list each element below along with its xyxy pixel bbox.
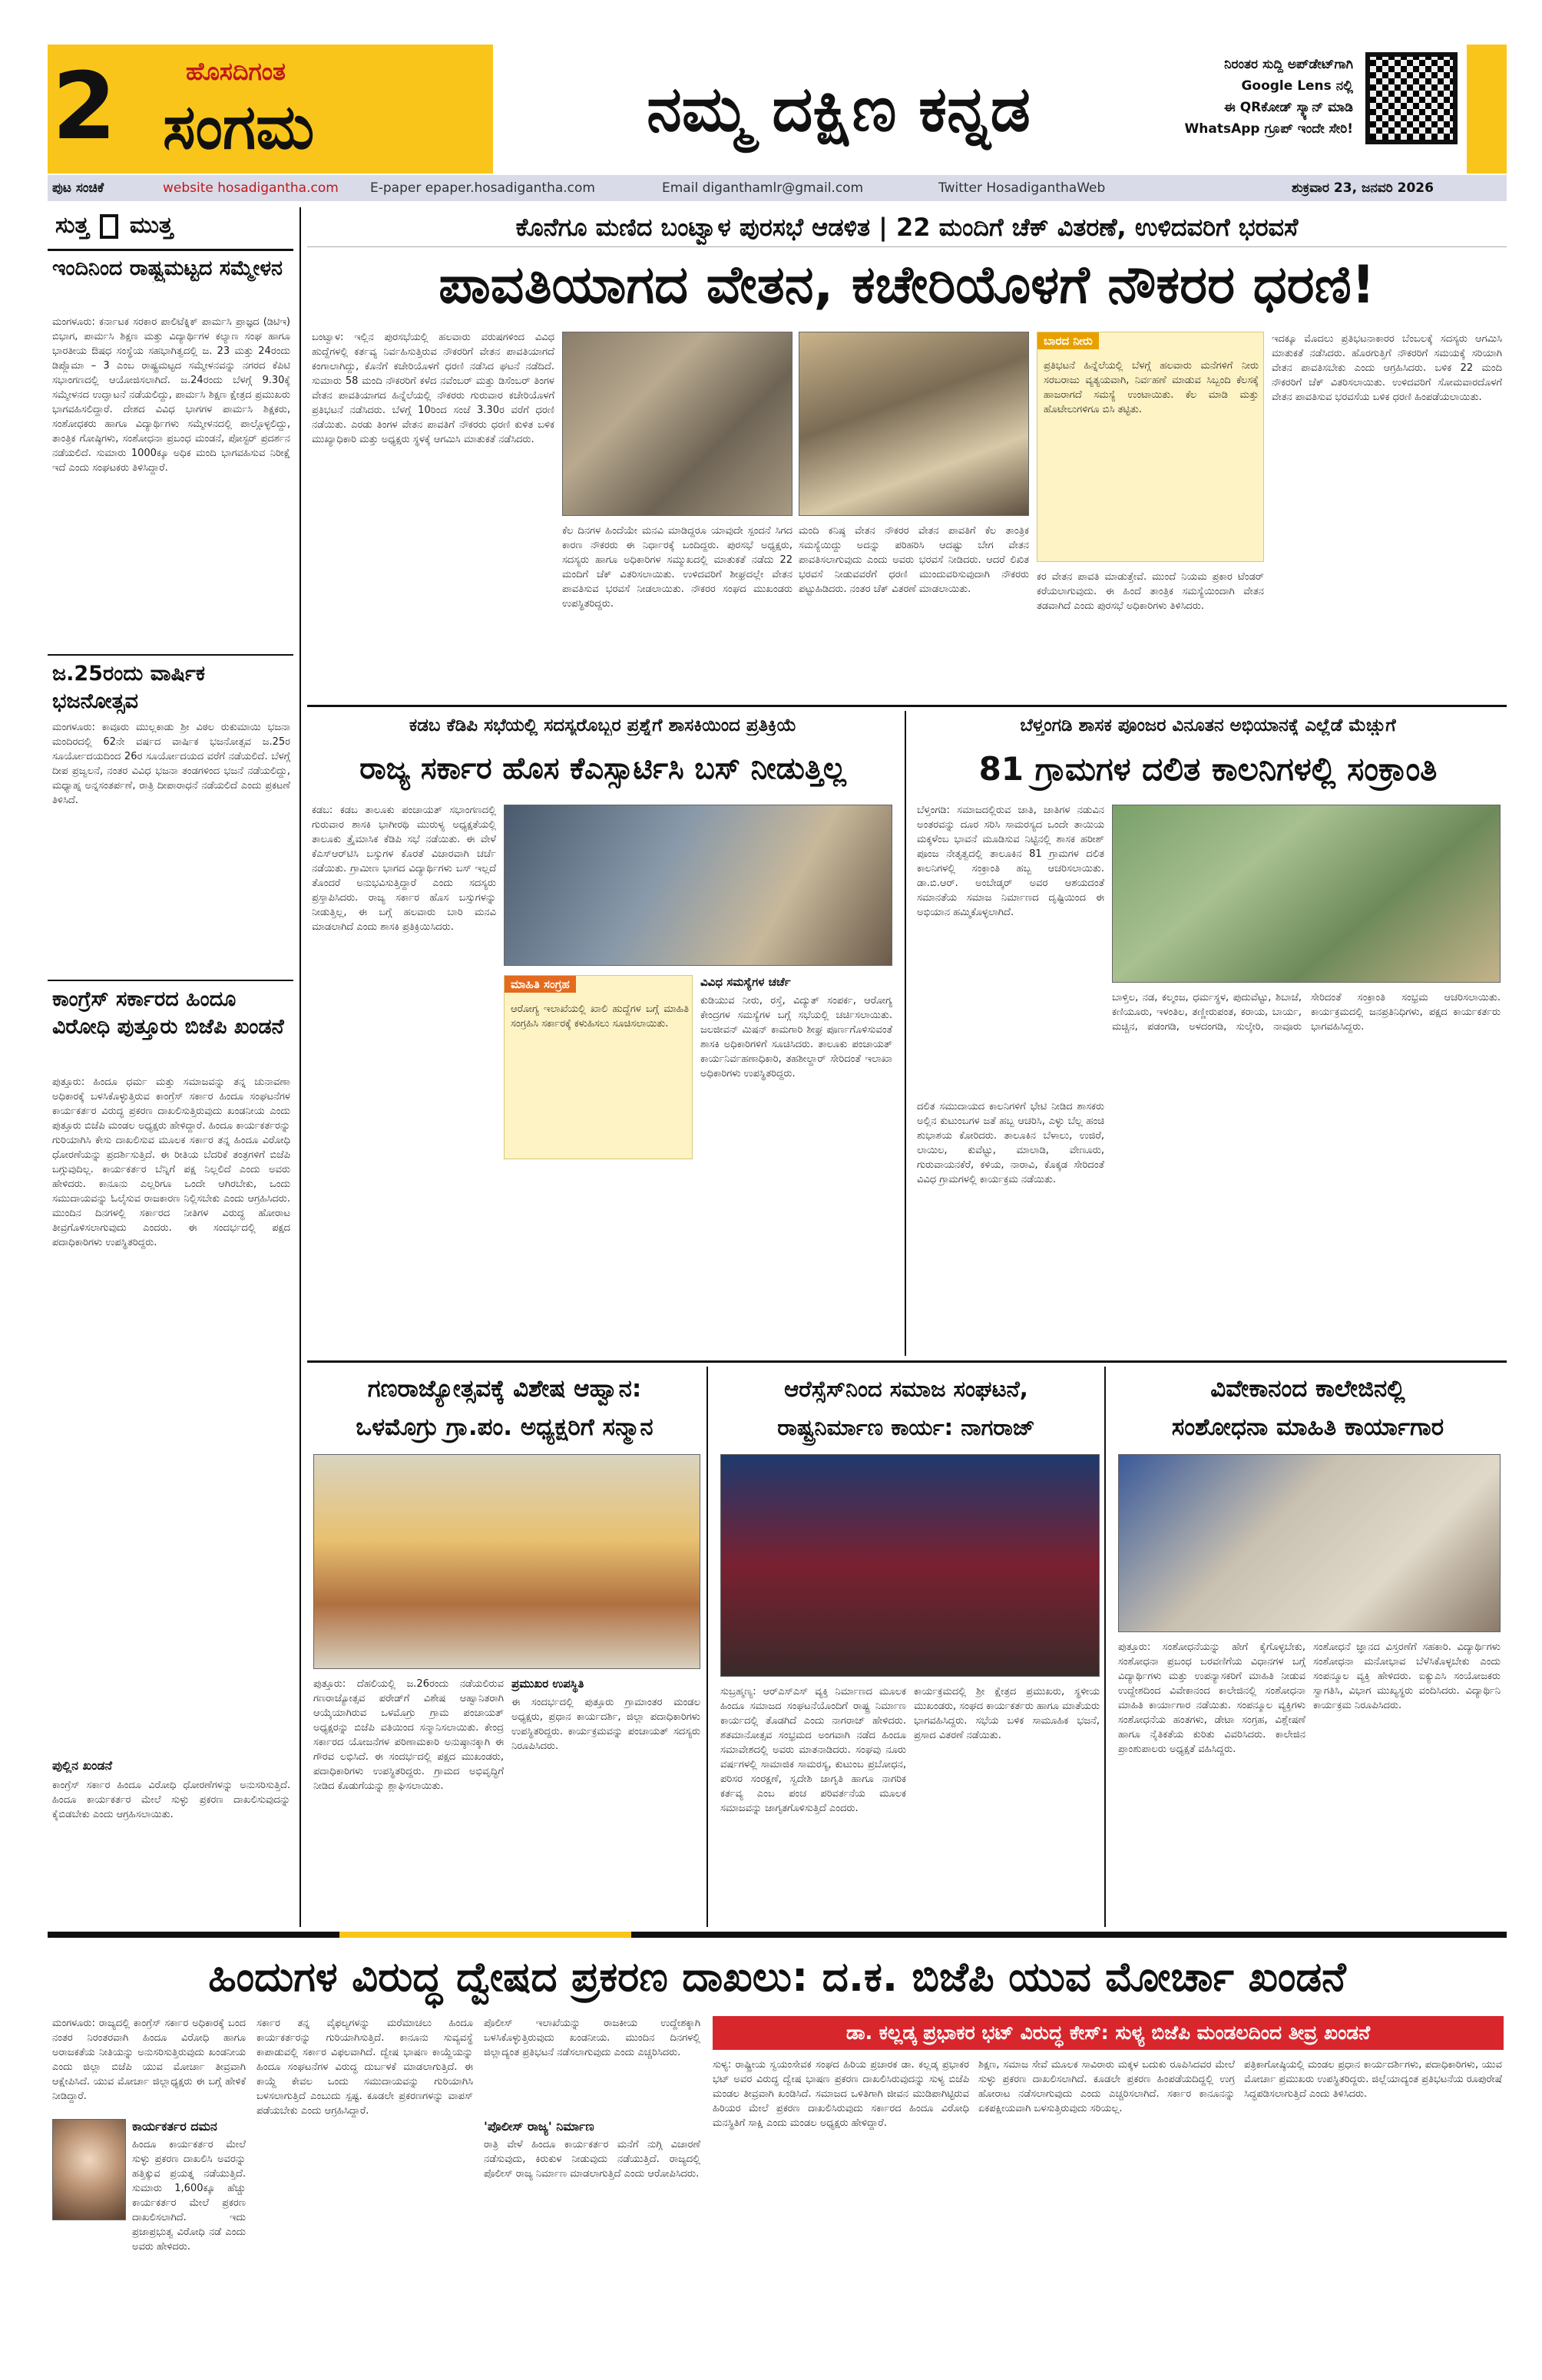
story-headline: ಜ.25ರಂದು ವಾರ್ಷಿಕ ಭಜನೋತ್ಸವ [52,662,206,713]
section-title: ನಮ್ಮ ದಕ್ಷಿಣ ಕನ್ನಡ [647,73,1031,146]
bus-subhead: ವಿವಿಧ ಸಮಸ್ಯೆಗಳ ಚರ್ಚೆ [700,975,791,989]
epaper-link[interactable]: E-paper epaper.hosadigantha.com [370,180,595,196]
villages-body: ಬೆಳ್ತಂಗಡಿ: ಸಮಾಜದಲ್ಲಿರುವ ಜಾತಿ, ಜಾತಿಗಳ ನಡುವಿನ ಅಂತರವನ್ನು ದೂರ ಸರಿಸಿ ಸಾಮರಸ್ಯದ ಒಂದೇ ತಾಯಿಯ ಮಕ್ಕಳೆಂಬ ಭಾವನೆ ಮೂಡಿಸುವ ನಿಟ್ಟಿನಲ್ಲಿ ಶಾಸಕ ಹರೀಶ್ ಪೂಂಜ ನೇತೃತ್ವದಲ್ಲಿ ತಾಲೂಕಿನ 81 ಗ್ರಾಮಗಳ ದಲಿತ ಕಾಲನಿಗಳಲ್ಲಿ ಸಂಕ್ರಾಂತಿ ಹಬ್ಬ ಆಚರಿಸಲಾಯಿತು. ಡಾ.ಬಿ.ಆರ್. ಅಂಬೇಡ್ಕರ್ ಅವರ ಆಶಯದಂತೆ ಸಮಾನತೆಯ ಸಮಾಜ ನಿರ್ಮಾಣದ ದೃಷ್ಟಿಯಿಂದ ಈ ಅಭಿಯಾನ ಹಮ್ಮಿಕೊಳ್ಳಲಾಗಿದೆ. [917,805,1104,918]
divider [48,980,293,981]
honour-headline: ಗಣರಾಜ್ಯೋತ್ಸವಕ್ಕೆ ವಿಶೇಷ ಆಹ್ವಾನ: ಒಳಮೊಗ್ರು ಗ್ರಾ.ಪಂ. ಅಧ್ಯಕ್ಷರಿಗೆ ಸನ್ಮಾನ [356,1375,654,1441]
rss-headline: ಆರೆಸ್ಸೆಸ್‌ನಿಂದ ಸಮಾಜ ಸಂಘಟನೆ, ರಾಷ್ಟ್ರನಿರ್ಮಾಣ ಕಾರ್ಯ: ನಾಗರಾಜ್ [777,1376,1035,1440]
story-subhead: ಪುಲ್ಲಿನ ಖಂಡನೆ [52,1758,113,1773]
door-icon [100,214,118,239]
divider [307,1360,1507,1363]
sidebar-column [48,207,301,1927]
qr-code-icon[interactable] [1365,52,1458,144]
bottom-story [48,1942,1507,2342]
bus-headline: ರಾಜ್ಯ ಸರ್ಕಾರ ಹೊಸ ಕೆಎಸ್ಸಾರ್ಟಿಸಿ ಬಸ್ ನೀಡುತ್ತಿಲ್ಲ [359,752,846,786]
section-band [48,1932,1507,1938]
bottom-body: ಮಂಗಳೂರು: ರಾಜ್ಯದಲ್ಲಿ ಕಾಂಗ್ರೆಸ್ ಸರ್ಕಾರ ಅಧಿಕಾರಕ್ಕೆ ಬಂದ ನಂತರ ನಿರಂತರವಾಗಿ ಹಿಂದೂ ವಿರೋಧಿ ಹಾಗೂ ಅರಾಜಕತೆಯ ನೀತಿಯನ್ನು ಅನುಸರಿಸುತ್ತಿರುವುದು ಖಂಡನೀಯ ಎಂದು ಜಿಲ್ಲಾ ಬಿಜೆಪಿ ಯುವ ಮೋರ್ಚಾ ತೀವ್ರವಾಗಿ ಆಕ್ಷೇಪಿಸಿದೆ. ಯುವ ಮೋರ್ಚಾ ಜಿಲ್ಲಾಧ್ಯಕ್ಷರು ಈ ಬಗ್ಗೆ ಹೇಳಿಕೆ ನೀಡಿದ್ದಾರೆ. [52,2018,246,2102]
red-banner: ಡಾ. ಕಲ್ಲಡ್ಕ ಪ್ರಭಾಕರ ಭಟ್ ವಿರುದ್ಧ ಕೇಸ್: ಸುಳ್ಯ ಬಿಜೆಪಿ ಮಂಡಲದಿಂದ ತೀವ್ರ ಖಂಡನೆ [713,2016,1504,2050]
bus-kicker: ಕಡಬ ಕೆಡಿಪಿ ಸಭೆಯಲ್ಲಿ ಸದಸ್ಯರೊಬ್ಬರ ಪ್ರಶ್ನೆಗೆ ಶಾಸಕಿಯಿಂದ ಪ್ರತಿಕ್ರಿಯೆ [409,716,797,735]
bottom-body: ಪತ್ರಿಕಾಗೋಷ್ಠಿಯಲ್ಲಿ ಮಂಡಲ ಪ್ರಧಾನ ಕಾರ್ಯದರ್ಶಿಗಳು, ಪದಾಧಿಕಾರಿಗಳು, ಯುವ ಮೋರ್ಚಾ ಪ್ರಮುಖರು ಉಪಸ್ಥಿತರಿದ್ದರು. ಜಿಲ್ಲೆಯಾದ್ಯಂತ ಪ್ರತಿಭಟನೆಯ ರೂಪುರೇಷೆ ಸಿದ್ಧಪಡಿಸಲಾಗುತ್ತಿದೆ ಎಂದು ತಿಳಿಸಿದರು. [1244,2059,1502,2100]
story-headline: ಇಂದಿನಿಂದ ರಾಷ್ಟ್ರಮಟ್ಟದ ಸಮ್ಮೇಳನ [52,256,283,280]
rss-story [714,1367,1106,1927]
story-body: ಮಂಗಳೂರು: ಕಾವೂರು ಮುಲ್ಲಕಾಡು ಶ್ರೀ ವಿಠಲ ರುಕುಮಾಯಿ ಭಜನಾ ಮಂದಿರದಲ್ಲಿ 62ನೇ ವರ್ಷದ ವಾರ್ಷಿಕ ಭಜನೋತ್ಸವ ಜ.25ರ ಸೂರ್ಯೋದಯದಿಂದ 26ರ ಸೂರ್ಯೋದಯದ ವರೆಗೆ ನಡೆಯಲಿದೆ. ಬೆಳಗ್ಗೆ ದೀಪ ಪ್ರಜ್ವಲನೆ, ನಂತರ ವಿವಿಧ ಭಜನಾ ತಂಡಗಳಿಂದ ಭಜನೆ ನಡೆಯಲಿದ್ದು, ಮಧ್ಯಾಹ್ನ ಅನ್ನಸಂತರ್ಪಣೆ, ರಾತ್ರಿ ದೀಪಾರಾಧನೆ ನಡೆಯಲಿದೆ ಎಂದು ಪ್ರಕಟಣೆ ತಿಳಿಸಿದೆ. [52,722,290,806]
bus-meeting-photo [504,805,892,966]
twitter-link[interactable]: Twitter HosadiganthaWeb [938,180,1106,196]
lead-headline: ಪಾವತಿಯಾಗದ ವೇತನ, ಕಚೇರಿಯೊಳಗೆ ನೌಕರರ ಧರಣಿ! [438,255,1375,316]
bottom-body: ಶಿಕ್ಷಣ, ಸಮಾಜ ಸೇವೆ ಮೂಲಕ ಸಾವಿರಾರು ಮಕ್ಕಳ ಬದುಕು ರೂಪಿಸಿದವರ ಮೇಲೆ ಸುಳ್ಳು ಪ್ರಕರಣ ದಾಖಲಿಸಲಾಗಿದೆ. ಕೂಡಲೇ ಪ್ರಕರಣ ಹಿಂಪಡೆಯದಿದ್ದಲ್ಲಿ ಉಗ್ರ ಹೋರಾಟ ನಡೆಸಲಾಗುವುದು ಎಂದು ಎಚ್ಚರಿಸಲಾಗಿದೆ. ಸರ್ಕಾರ ಕಾನೂನನ್ನು ಏಕಪಕ್ಷೀಯವಾಗಿ ಬಳಸುತ್ತಿರುವುದು ಸರಿಯಲ್ಲ. [978,2059,1235,2114]
villages-photo [1112,805,1501,983]
masthead-accent-bar [1467,45,1507,174]
bus-body: ಕಡಬ: ಕಡಬ ತಾಲೂಕು ಪಂಚಾಯತ್ ಸಭಾಂಗಣದಲ್ಲಿ ಗುರುವಾರ ಶಾಸಕಿ ಭಾಗೀರಥಿ ಮುರುಳ್ಯ ಅಧ್ಯಕ್ಷತೆಯಲ್ಲಿ ತಾಲೂಕು ತ್ರೈಮಾಸಿಕ ಕೆಡಿಪಿ ಸಭೆ ನಡೆಯಿತು. ಈ ವೇಳೆ ಕೆಎಸ್ಆರ್‌ಟಿಸಿ ಬಸ್ಸುಗಳ ಕೊರತೆ ವಿಚಾರವಾಗಿ ಚರ್ಚೆ ನಡೆಯಿತು. ಗ್ರಾಮೀಣ ಭಾಗದ ವಿದ್ಯಾರ್ಥಿಗಳು ಬಸ್ ಇಲ್ಲದೆ ತೊಂದರೆ ಅನುಭವಿಸುತ್ತಿದ್ದಾರೆ ಎಂದು ಸದಸ್ಯರು ಪ್ರಸ್ತಾಪಿಸಿದರು. ರಾಜ್ಯ ಸರ್ಕಾರ ಹೊಸ ಬಸ್ಸುಗಳನ್ನು ನೀಡುತ್ತಿಲ್ಲ, ಈ ಬಗ್ಗೆ ಹಲವಾರು ಬಾರಿ ಮನವಿ ಮಾಡಲಾಗಿದೆ ಎಂದು ಶಾಸಕಿ ಪ್ರತಿಕ್ರಿಯಿಸಿದರು. [312,805,496,933]
divider [48,654,293,656]
bottom-body: ಹಿಂದೂ ಕಾರ್ಯಕರ್ತರ ಮೇಲೆ ಸುಳ್ಳು ಪ್ರಕರಣ ದಾಖಲಿಸಿ ಅವರನ್ನು ಹತ್ತಿಕ್ಕುವ ಪ್ರಯತ್ನ ನಡೆಯುತ್ತಿದೆ. ಸುಮಾರು 1,600ಕ್ಕೂ ಹೆಚ್ಚು ಕಾರ್ಯಕರ್ತರ ಮೇಲೆ ಪ್ರಕರಣ ದಾಖಲಿಸಲಾಗಿದೆ. ಇದು ಪ್ರಜಾಪ್ರಭುತ್ವ ವಿರೋಧಿ ನಡೆ ಎಂದು ಅವರು ಹೇಳಿದರು. [132,2139,246,2253]
lead-photo-protest [799,332,1029,516]
bottom-headline: ಹಿಂದುಗಳ ವಿರುದ್ಧ ದ್ವೇಷದ ಪ್ರಕರಣ ದಾಖಲು: ದ.ಕ. ಬಿಜೆಪಿ ಯುವ ಮೋರ್ಚಾ ಖಂಡನೆ [208,1954,1346,2001]
villages-body: ದಲಿತ ಸಮುದಾಯದ ಕಾಲನಿಗಳಿಗೆ ಭೇಟಿ ನೀಡಿದ ಶಾಸಕರು ಅಲ್ಲಿನ ಕುಟುಂಬಗಳ ಜತೆ ಹಬ್ಬ ಆಚರಿಸಿ, ಎಳ್ಳು ಬೆಲ್ಲ ಹಂಚಿ ಶುಭಾಶಯ ಕೋರಿದರು. ತಾಲೂಕಿನ ಬೆಳಾಲು, ಉಜಿರೆ, ಲಾಯಿಲ, ಕುವೆಟ್ಟು, ಮಾಲಾಡಿ, ವೇಣೂರು, ಗುರುವಾಯನಕೆರೆ, ಕಳಿಯ, ನಾರಾವಿ, ಕೊಕ್ಕಡ ಸೇರಿದಂತೆ ವಿವಿಧ ಗ್ರಾಮಗಳಲ್ಲಿ ಕಾರ್ಯಕ್ರಮ ನಡೆಯಿತು. [917,1101,1104,1185]
masthead [48,45,1507,174]
lead-body: ಇದಕ್ಕೂ ಮೊದಲು ಪ್ರತಿಭಟನಾಕಾರರ ಬೆಂಬಲಕ್ಕೆ ಸದಸ್ಯರು ಆಗಮಿಸಿ ಮಾತುಕತೆ ನಡೆಸಿದರು. ಹೊರಗುತ್ತಿಗೆ ನೌಕರರಿಗೆ ಸಮಯಕ್ಕೆ ಸರಿಯಾಗಿ ವೇತನ ಪಾವತಿಸಬೇಕು ಎಂದು ಆಗ್ರಹಿಸಿದರು. ಬಳಿಕ 22 ಮಂದಿ ನೌಕರರಿಗೆ ಚೆಕ್ ವಿತರಿಸಲಾಯಿತು. ಉಳಿದವರಿಗೆ ಸೋಮವಾರದೊಳಗೆ ವೇತನ ಪಾವತಿಸುವ ಭರವಸೆಯ ಬಳಿಕ ಧರಣಿ ಹಿಂಪಡೆಯಲಾಯಿತು. [1272,333,1502,403]
college-body: ಸಂಶೋಧನೆ ಜ್ಞಾನದ ವಿಸ್ತರಣೆಗೆ ಸಹಕಾರಿ. ವಿದ್ಯಾರ್ಥಿಗಳು ಸಂಶೋಧನಾ ಮನೋಭಾವ ಬೆಳೆಸಿಕೊಳ್ಳಬೇಕು ಎಂದು ಸಂಪನ್ಮೂಲ ವ್ಯಕ್ತಿ ಹೇಳಿದರು. ಐಕ್ಯುಎಸಿ ಸಂಯೋಜಕರು ಸ್ವಾಗತಿಸಿ, ವಿಭಾಗ ಮುಖ್ಯಸ್ಥರು ವಂದಿಸಿದರು. ವಿದ್ಯಾರ್ಥಿನಿ ಕಾರ್ಯಕ್ರಮ ನಿರೂಪಿಸಿದರು. [1313,1641,1501,1711]
info-box [504,975,693,1159]
lead-body: ಕೆಲ ದಿನಗಳ ಹಿಂದೆಯೇ ಮನವಿ ಮಾಡಿದ್ದರೂ ಯಾವುದೇ ಸ್ಪಂದನೆ ಸಿಗದ ಕಾರಣ ನೌಕರರು ಈ ನಿರ್ಧಾರಕ್ಕೆ ಬಂದಿದ್ದರು. ಪುರಸಭೆ ಅಧ್ಯಕ್ಷರು, ಸದಸ್ಯರು ಹಾಗೂ ಅಧಿಕಾರಿಗಳ ಸಮ್ಮುಖದಲ್ಲಿ ಮಾತುಕತೆ ನಡೆದು 22 ಮಂದಿಗೆ ಚೆಕ್ ವಿತರಿಸಲಾಯಿತು. ಉಳಿದವರಿಗೆ ಶೀಘ್ರದಲ್ಲೇ ವೇತನ ಪಾವತಿಸುವ ಭರವಸೆ ನೀಡಲಾಯಿತು. ನೌಕರರ ಸಂಘದ ಮುಖಂಡರು ಉಪಸ್ಥಿತರಿದ್ದರು. [562,525,793,610]
box-label: ಮಾಹಿತಿ ಸಂಗ್ರಹ [505,976,576,993]
water-box [1037,332,1264,562]
box-body: ಆರೋಗ್ಯ ಇಲಾಖೆಯಲ್ಲಿ ಖಾಲಿ ಹುದ್ದೆಗಳ ಬಗ್ಗೆ ಮಾಹಿತಿ ಸಂಗ್ರಹಿಸಿ ಸರ್ಕಾರಕ್ಕೆ ಕಳುಹಿಸಲು ಸೂಚಿಸಲಾಯಿತು. [511,1003,689,1030]
rss-body: ಸುಬ್ರಹ್ಮಣ್ಯ: ಆರ್‌ಎಸ್‌ಎಸ್ ವ್ಯಕ್ತಿ ನಿರ್ಮಾಣದ ಮೂಲಕ ಹಿಂದೂ ಸಮಾಜದ ಸಂಘಟನೆಯೊಂದಿಗೆ ರಾಷ್ಟ್ರ ನಿರ್ಮಾಣ ಕಾರ್ಯದಲ್ಲಿ ತೊಡಗಿದೆ ಎಂದು ನಾಗರಾಜ್ ಹೇಳಿದರು. ಶತಮಾನೋತ್ಸವ ಸಂಭ್ರಮದ ಅಂಗವಾಗಿ ನಡೆದ ಹಿಂದೂ ಸಮಾವೇಶದಲ್ಲಿ ಅವರು ಮಾತನಾಡಿದರು. ಸಂಘವು ನೂರು ವರ್ಷಗಳಲ್ಲಿ ಸಾಮಾಜಿಕ ಸಾಮರಸ್ಯ, ಕುಟುಂಬ ಪ್ರಬೋಧನ, ಪರಿಸರ ಸಂರಕ್ಷಣೆ, ಸ್ವದೇಶಿ ಜಾಗೃತಿ ಹಾಗೂ ನಾಗರಿಕ ಕರ್ತವ್ಯ ಎಂಬ ಪಂಚ ಪರಿವರ್ತನೆಯ ಮೂಲಕ ಸಮಾಜವನ್ನು ಜಾಗೃತಗೊಳಿಸುತ್ತಿದೆ ಎಂದರು. [720,1686,906,1814]
lead-body: ಬಂಟ್ವಾಳ: ಇಲ್ಲಿನ ಪುರಸಭೆಯಲ್ಲಿ ಹಲವಾರು ವರುಷಗಳಿಂದ ವಿವಿಧ ಹುದ್ದೆಗಳಲ್ಲಿ ಕರ್ತವ್ಯ ನಿರ್ವಹಿಸುತ್ತಿರುವ ನೌಕರರಿಗೆ ವೇತನ ಪಾವತಿಯಾಗದೆ ಕಂಗಾಲಾಗಿದ್ದು, ಕೊನೆಗೆ ಕಚೇರಿಯೊಳಗೆ ಧರಣಿ ನಡೆಸಿದ ಘಟನೆ ನಡೆದಿದೆ. ಸುಮಾರು 58 ಮಂದಿ ನೌಕರರಿಗೆ ಕಳೆದ ನವೆಂಬರ್ ಮತ್ತು ಡಿಸೆಂಬರ್ ತಿಂಗಳ ವೇತನ ಪಾವತಿಯಾಗದ ಹಿನ್ನೆಲೆಯಲ್ಲಿ ನೌಕರರು ಗುರುವಾರ ಕಚೇರಿಯೊಳಗೆ ಪ್ರತಿಭಟನೆ ನಡೆಸಿದರು. ಬೆಳಗ್ಗೆ 10ರಿಂದ ಸಂಜೆ 3.30ರ ವರೆಗೆ ಧರಣಿ ನಡೆಯಿತು. ಎರಡು ತಿಂಗಳ ವೇತನ ಪಾವತಿಗೆ ನೌಕರರು ಧರಣಿ ಕುಳಿತ ಬಳಿಕ ಮುಖ್ಯಾಧಿಕಾರಿ ಮತ್ತು ಅಧ್ಯಕ್ಷರು ಸ್ಥಳಕ್ಕೆ ಆಗಮಿಸಿ ಮಾತುಕತೆ ನಡೆಸಿದರು. [312,332,554,445]
lead-kicker: ಕೊನೆಗೂ ಮಣಿದ ಬಂಟ್ವಾಳ ಪುರಸಭೆ ಆಡಳಿತ | 22 ಮಂದಿಗೆ ಚೆಕ್ ವಿತರಣೆ, ಉಳಿದವರಿಗೆ ಭರವಸೆ [307,207,1507,247]
story-headline: ಕಾಂಗ್ರೆಸ್ ಸರ್ಕಾರದ ಹಿಂದೂ ವಿರೋಧಿ ಪುತ್ತೂರು ಬಿಜೆಪಿ ಖಂಡನೆ [52,987,284,1039]
portrait-photo [52,2119,126,2220]
rss-photo [720,1454,1100,1677]
bottom-subhead: 'ಪೊಲೀಸ್ ರಾಜ್ಯ' ನಿರ್ಮಾಣ [484,2119,594,2134]
bottom-subhead: ಕಾರ್ಯಕರ್ತರ ದಮನ [132,2119,217,2134]
honour-subhead: ಪ್ರಮುಖರ ಉಪಸ್ಥಿತಿ [511,1677,584,1691]
lead-story [307,207,1507,699]
column-logo: ಸುತ್ತ ಮುತ್ತ [55,212,174,239]
issue-date: ಶುಕ್ರವಾರ 23, ಜನವರಿ 2026 [1292,180,1434,196]
qr-caption: ನಿರಂತರ ಸುದ್ದಿ ಅಪ್‌ಡೇಟ್‌ಗಾಗಿ Google Lens ನಲ್ಲಿ ಈ QRಕೋಡ್ ಸ್ಕ್ಯಾನ್ ಮಾಡಿ WhatsApp ಗ್ರೂಪ್ ಇಂದೇ ಸೇರಿ! [1184,57,1353,137]
brand-small: ಹೊಸದಿಗಂತ [186,57,286,86]
divider [307,705,1507,707]
bus-body: ಕುಡಿಯುವ ನೀರು, ರಸ್ತೆ, ವಿದ್ಯುತ್ ಸಂಪರ್ಕ, ಆರೋಗ್ಯ ಕೇಂದ್ರಗಳ ಸಮಸ್ಯೆಗಳ ಬಗ್ಗೆ ಸಭೆಯಲ್ಲಿ ಚರ್ಚಿಸಲಾಯಿತು. ಜಲಜೀವನ್ ಮಿಷನ್ ಕಾಮಗಾರಿ ಶೀಘ್ರ ಪೂರ್ಣಗೊಳಿಸುವಂತೆ ಶಾಸಕಿ ಅಧಿಕಾರಿಗಳಿಗೆ ಸೂಚಿಸಿದರು. ತಾಲೂಕು ಪಂಚಾಯತ್ ಕಾರ್ಯನಿರ್ವಹಣಾಧಿಕಾರಿ, ತಹಶೀಲ್ದಾರ್ ಸೇರಿದಂತೆ ಇಲಾಖಾ ಅಧಿಕಾರಿಗಳು ಉಪಸ್ಥಿತರಿದ್ದರು. [700,995,892,1079]
bottom-body: ರಾತ್ರಿ ವೇಳೆ ಹಿಂದೂ ಕಾರ್ಯಕರ್ತರ ಮನೆಗೆ ನುಗ್ಗಿ ವಿಚಾರಣೆ ನಡೆಸುವುದು, ಕಿರುಕುಳ ನೀಡುವುದು ನಡೆಯುತ್ತಿದೆ. ರಾಜ್ಯದಲ್ಲಿ ಪೊಲೀಸ್ ರಾಜ್ಯ ನಿರ್ಮಾಣ ಮಾಡಲಾಗುತ್ತಿದೆ ಎಂದು ಆರೋಪಿಸಿದರು. [484,2139,700,2180]
page-number: 2 [52,54,117,160]
box-body: ಪ್ರತಿಭಟನೆ ಹಿನ್ನೆಲೆಯಲ್ಲಿ ಬೆಳಗ್ಗೆ ಹಲವಾರು ಮನೆಗಳಿಗೆ ನೀರು ಸರಬರಾಜು ವ್ಯತ್ಯಯವಾಗಿ, ನಿರ್ವಹಣೆ ಮಾಡುವ ಸಿಬ್ಬಂದಿ ಕೆಲಸಕ್ಕೆ ಹಾಜರಾಗದೆ ಸಮಸ್ಯೆ ಉಂಟಾಯಿತು. ಕೆಲ ಮಾಡಿ ಮತ್ತು ಹೊಟೇಲುಗಳಿಗೂ ಬಿಸಿ ತಟ್ಟಿತು. [1044,360,1259,415]
rss-body: ಕಾರ್ಯಕ್ರಮದಲ್ಲಿ ಶ್ರೀ ಕ್ಷೇತ್ರದ ಪ್ರಮುಖರು, ಸ್ಥಳೀಯ ಮುಖಂಡರು, ಸಂಘದ ಕಾರ್ಯಕರ್ತರು ಹಾಗೂ ಮಾತೆಯರು ಭಾಗವಹಿಸಿದ್ದರು. ಸಭೆಯ ಬಳಿಕ ಸಾಮೂಹಿಕ ಭಜನೆ, ಪ್ರಸಾದ ವಿತರಣೆ ನಡೆಯಿತು. [914,1686,1100,1741]
tagline: ಪುಟ ಸಂಚಿಕೆ [52,180,104,196]
story-body: ಪುತ್ತೂರು: ಹಿಂದೂ ಧರ್ಮ ಮತ್ತು ಸಮಾಜವನ್ನು ತನ್ನ ಚುನಾವಣಾ ಅಧಿಕಾರಕ್ಕೆ ಬಳಸಿಕೊಳ್ಳುತ್ತಿರುವ ಕಾಂಗ್ರೆಸ್ ಸರ್ಕಾರ ಹಿಂದೂ ಸಂಘಟನೆಗಳ ಕಾರ್ಯಕರ್ತರ ವಿರುದ್ಧ ಪ್ರಕರಣ ದಾಖಲಿಸುತ್ತಿರುವುದು ಖಂಡನೀಯ ಎಂದು ಪುತ್ತೂರು ಬಿಜೆಪಿ ಮಂಡಲ ಅಧ್ಯಕ್ಷರು ಹೇಳಿದ್ದಾರೆ. ಹಿಂದೂ ಕಾರ್ಯಕರ್ತರನ್ನು ಗುರಿಯಾಗಿಸಿ ಕೇಸು ದಾಖಲಿಸುವ ಮೂಲಕ ಸರ್ಕಾರ ತನ್ನ ಹಿಂದೂ ವಿರೋಧಿ ಧೋರಣೆಯನ್ನು ಪ್ರದರ್ಶಿಸುತ್ತಿದೆ. ಈ ರೀತಿಯ ಬೆದರಿಕೆ ತಂತ್ರಗಳಿಗೆ ಬಿಜೆಪಿ ಬಗ್ಗುವುದಿಲ್ಲ. ಕಾರ್ಯಕರ್ತರ ಬೆನ್ನಿಗೆ ಪಕ್ಷ ನಿಲ್ಲಲಿದೆ ಎಂದು ಅವರು ಹೇಳಿದರು. ಕಾನೂನು ಎಲ್ಲರಿಗೂ ಒಂದೇ ಆಗಿರಬೇಕು, ಒಂದು ಸಮುದಾಯವನ್ನು ಓಲೈಸುವ ರಾಜಕಾರಣ ನಿಲ್ಲಿಸಬೇಕು ಎಂದು ಆಗ್ರಹಿಸಿದರು. ಮುಂದಿನ ದಿನಗಳಲ್ಲಿ ಸರ್ಕಾರದ ನೀತಿಗಳ ವಿರುದ್ಧ ಹೋರಾಟ ತೀವ್ರಗೊಳಿಸಲಾಗುವುದು ಎಂದರು. ಈ ಸಂದರ್ಭದಲ್ಲಿ ಪಕ್ಷದ ಪದಾಧಿಕಾರಿಗಳು ಉಪಸ್ಥಿತರಿದ್ದರು. [52,1076,290,1248]
lead-photo-office [562,332,793,516]
college-story [1112,1367,1507,1927]
villages-body: ಬಾಳ್ತಿಲ, ನಡ, ಕಲ್ಮಂಜ, ಧರ್ಮಸ್ಥಳ, ಪುದುವೆಟ್ಟು, ಶಿಬಾಜೆ, ಕಣಿಯೂರು, ಇಳಂತಿಲ, ತಣ್ಣೀರುಪಂತ, ಕರಾಯ, ಬಾರ್ಯ, ಮಚ್ಚಿನ, ಪಡಂಗಡಿ, ಅಳದಂಗಡಿ, ಸುಲ್ಕೇರಿ, ನಾವೂರು ಸೇರಿದಂತೆ ಸಂಕ್ರಾಂತಿ ಸಂಭ್ರಮ ಆಚರಿಸಲಾಯಿತು. ಕಾರ್ಯಕ್ರಮದಲ್ಲಿ ಜನಪ್ರತಿನಿಧಿಗಳು, ಪಕ್ಷದ ಕಾರ್ಯಕರ್ತರು ಭಾಗವಹಿಸಿದ್ದರು. [1112,992,1501,1033]
website-link[interactable]: website hosadigantha.com [163,180,339,196]
story-body: ಮಂಗಳೂರು: ಕರ್ನಾಟಕ ಸರಕಾರ ಪಾಲಿಟೆಕ್ನಿಕ್ ಪಾರ್ಮಸಿ ಪ್ರಾಜ್ಞದ (ಡಿಟಿಇ) ಬಿಭಾಗ, ಪಾರ್ಮಸಿ ಶಿಕ್ಷಣ ಮತ್ತು ವಿದ್ಯಾರ್ಥಿಗಳ ಕಲ್ಯಾಣ ಸಂಘ ಹಾಗೂ ಭಾರತೀಯ ಔಷಧ ಸಂಸ್ಥೆಯ ಸಹಭಾಗಿತ್ವದಲ್ಲಿ ಜ. 23 ಮತ್ತು 24ರಂದು ಡಿಪ್ಲೊಮಾ – 3 ಎಂಬ ರಾಷ್ಟ್ರಮಟ್ಟದ ಸಮ್ಮೇಳನವನ್ನು ನಗರದ ಕೆಪಿಟಿ ಸಭಾಂಗಣದಲ್ಲಿ ಆಯೋಜಿಸಲಾಗಿದೆ. ಜ.24ರಂದು ಬೆಳಗ್ಗೆ 9.30ಕ್ಕೆ ಸಮ್ಮೇಳನದ ಉದ್ಘಾಟನೆ ನಡೆಯಲಿದ್ದು, ಪಾರ್ಮಸಿ ಶಿಕ್ಷಣ ಕ್ಷೇತ್ರದ ಪ್ರಮುಖರು ಭಾಗವಹಿಸಲಿದ್ದಾರೆ. ದೇಶದ ವಿವಿಧ ಭಾಗಗಳ ಪಾರ್ಮಸಿ ಶಿಕ್ಷಕರು, ಸಂಶೋಧಕರು ಹಾಗೂ ವಿದ್ಯಾರ್ಥಿಗಳು ಸಮ್ಮೇಳನದಲ್ಲಿ ಪಾಲ್ಗೊಳ್ಳಲಿದ್ದು, ತಾಂತ್ರಿಕ ಗೋಷ್ಠಿಗಳು, ಸಂಶೋಧನಾ ಪ್ರಬಂಧ ಮಂಡನೆ, ಪೋಸ್ಟರ್ ಪ್ರದರ್ಶನ ನಡೆಯಲಿದೆ. ಸುಮಾರು 1000ಕ್ಕೂ ಅಧಿಕ ಮಂದಿ ಭಾಗವಹಿಸುವ ನಿರೀಕ್ಷೆ ಇದೆ ಎಂದು ಸಂಘಟಕರು ತಿಳಿಸಿದ್ದಾರೆ. [52,316,290,474]
college-headline: ವಿವೇಕಾನಂದ ಕಾಲೇಜಿನಲ್ಲಿ ಸಂಶೋಧನಾ ಮಾಹಿತಿ ಕಾರ್ಯಾಗಾರ [1171,1375,1444,1441]
villages-kicker: ಬೆಳ್ತಂಗಡಿ ಶಾಸಕ ಪೂಂಜರ ವಿನೂತನ ಅಭಿಯಾನಕ್ಕೆ ಎಲ್ಲೆಡೆ ಮೆಚ್ಚುಗೆ [1020,716,1396,735]
honour-body: ಈ ಸಂದರ್ಭದಲ್ಲಿ ಪುತ್ತೂರು ಗ್ರಾಮಾಂತರ ಮಂಡಲ ಅಧ್ಯಕ್ಷರು, ಪ್ರಧಾನ ಕಾರ್ಯದರ್ಶಿ, ಜಿಲ್ಲಾ ಪದಾಧಿಕಾರಿಗಳು ಉಪಸ್ಥಿತರಿದ್ದರು. ಕಾರ್ಯಕ್ರಮವನ್ನು ಪಂಚಾಯತ್ ಸದಸ್ಯರು ನಿರೂಪಿಸಿದರು. [511,1697,700,1752]
divider [48,249,293,251]
college-photo [1118,1454,1501,1632]
bottom-body: ಪೊಲೀಸ್ ಇಲಾಖೆಯನ್ನು ರಾಜಕೀಯ ಉದ್ದೇಶಕ್ಕಾಗಿ ಬಳಸಿಕೊಳ್ಳುತ್ತಿರುವುದು ಖಂಡನೀಯ. ಮುಂದಿನ ದಿನಗಳಲ್ಲಿ ಜಿಲ್ಲಾದ್ಯಂತ ಪ್ರತಿಭಟನೆ ನಡೆಸಲಾಗುವುದು ಎಂದು ಎಚ್ಚರಿಸಿದರು. [484,2018,700,2058]
info-strip [48,175,1507,201]
honour-story [307,1367,708,1927]
college-body: ಪುತ್ತೂರು: ಸಂಶೋಧನೆಯನ್ನು ಹೇಗೆ ಕೈಗೊಳ್ಳಬೇಕು, ಸಂಶೋಧನಾ ಪ್ರಬಂಧ ಬರವಣಿಗೆಯ ವಿಧಾನಗಳ ಬಗ್ಗೆ ವಿದ್ಯಾರ್ಥಿಗಳು ಮತ್ತು ಉಪನ್ಯಾಸಕರಿಗೆ ಮಾಹಿತಿ ನೀಡುವ ಉದ್ದೇಶದಿಂದ ವಿವೇಕಾನಂದ ಕಾಲೇಜಿನಲ್ಲಿ ಸಂಶೋಧನಾ ಮಾಹಿತಿ ಕಾರ್ಯಾಗಾರ ನಡೆಯಿತು. ಸಂಪನ್ಮೂಲ ವ್ಯಕ್ತಿಗಳು ಸಂಶೋಧನೆಯ ಹಂತಗಳು, ಡೇಟಾ ಸಂಗ್ರಹ, ವಿಶ್ಲೇಷಣೆ ಹಾಗೂ ನೈತಿಕತೆಯ ಕುರಿತು ವಿವರಿಸಿದರು. ಕಾಲೇಜಿನ ಪ್ರಾಂಶುಪಾಲರು ಅಧ್ಯಕ್ಷತೆ ವಹಿಸಿದ್ದರು. [1118,1641,1305,1755]
lead-body: ಕರ ವೇತನ ಪಾವತಿ ಮಾಡುತ್ತೇವೆ. ಮುಂದೆ ನಿಯಮ ಪ್ರಕಾರ ಟೆಂಡರ್ ಕರೆಯಲಾಗುವುದು. ಈ ಹಿಂದೆ ತಾಂತ್ರಿಕ ಸಮಸ್ಯೆಯಿಂದಾಗಿ ವೇತನ ತಡವಾಗಿದೆ ಎಂದು ಪುರಸಭೆ ಅಧಿಕಾರಿಗಳು ತಿಳಿಸಿದರು. [1037,571,1264,612]
email-link[interactable]: Email diganthamlr@gmail.com [662,180,864,196]
bottom-body: ಸರ್ಕಾರ ತನ್ನ ವೈಫಲ್ಯಗಳನ್ನು ಮರೆಮಾಚಲು ಹಿಂದೂ ಕಾರ್ಯಕರ್ತರನ್ನು ಗುರಿಯಾಗಿಸುತ್ತಿದೆ. ಕಾನೂನು ಸುವ್ಯವಸ್ಥೆ ಕಾಪಾಡುವಲ್ಲಿ ಸರ್ಕಾರ ವಿಫಲವಾಗಿದೆ. ದ್ವೇಷ ಭಾಷಣ ಕಾಯ್ದೆಯನ್ನು ಹಿಂದೂ ಸಂಘಟನೆಗಳ ವಿರುದ್ಧ ದುರ್ಬಳಕೆ ಮಾಡಲಾಗುತ್ತಿದೆ. ಈ ಕಾಯ್ದೆ ಕೇವಲ ಒಂದು ಸಮುದಾಯವನ್ನು ಗುರಿಯಾಗಿಸಿ ಬಳಸಲಾಗುತ್ತಿದೆ ಎಂಬುದು ಸ್ಪಷ್ಟ. ಕೂಡಲೇ ಪ್ರಕರಣಗಳನ್ನು ವಾಪಸ್ ಪಡೆಯಬೇಕು ಎಂದು ಆಗ್ರಹಿಸಿದ್ದಾರೆ. [256,2018,473,2117]
honour-body: ಪುತ್ತೂರು: ದೆಹಲಿಯಲ್ಲಿ ಜ.26ರಂದು ನಡೆಯಲಿರುವ ಗಣರಾಜ್ಯೋತ್ಸವ ಪರೇಡ್‌ಗೆ ವಿಶೇಷ ಆಹ್ವಾನಿತರಾಗಿ ಆಯ್ಕೆಯಾಗಿರುವ ಒಳಮೊಗ್ರು ಗ್ರಾಮ ಪಂಚಾಯತ್ ಅಧ್ಯಕ್ಷರನ್ನು ಬಿಜೆಪಿ ವತಿಯಿಂದ ಸನ್ಮಾನಿಸಲಾಯಿತು. ಕೇಂದ್ರ ಸರ್ಕಾರದ ಯೋಜನೆಗಳ ಪರಿಣಾಮಕಾರಿ ಅನುಷ್ಠಾನಕ್ಕಾಗಿ ಈ ಗೌರವ ಲಭಿಸಿದೆ. ಈ ಸಂದರ್ಭದಲ್ಲಿ ಪಕ್ಷದ ಮುಖಂಡರು, ಪದಾಧಿಕಾರಿಗಳು ಉಪಸ್ಥಿತರಿದ್ದರು. ಗ್ರಾಮದ ಅಭಿವೃದ್ಧಿಗೆ ನೀಡಿದ ಕೊಡುಗೆಯನ್ನು ಶ್ಲಾಘಿಸಲಾಯಿತು. [313,1678,504,1792]
bus-story [307,711,906,1356]
box-label: ಬಾರದ ನೀರು [1037,332,1099,349]
bottom-body: ಸುಳ್ಯ: ರಾಷ್ಟ್ರೀಯ ಸ್ವಯಂಸೇವಕ ಸಂಘದ ಹಿರಿಯ ಪ್ರಚಾರಕ ಡಾ. ಕಲ್ಲಡ್ಕ ಪ್ರಭಾಕರ ಭಟ್ ಅವರ ವಿರುದ್ಧ ದ್ವೇಷ ಭಾಷಣ ಪ್ರಕರಣ ದಾಖಲಿಸಿರುವುದನ್ನು ಸುಳ್ಯ ಬಿಜೆಪಿ ಮಂಡಲ ತೀವ್ರವಾಗಿ ಖಂಡಿಸಿದೆ. ಸಮಾಜದ ಒಳಿತಿಗಾಗಿ ಜೀವನ ಮುಡಿಪಾಗಿಟ್ಟಿರುವ ಹಿರಿಯರ ಮೇಲೆ ಪ್ರಕರಣ ದಾಖಲಿಸಿರುವುದು ಸರ್ಕಾರದ ಹಿಂದೂ ವಿರೋಧಿ ಮನಸ್ಥಿತಿಗೆ ಸಾಕ್ಷಿ ಎಂದು ಮಂಡಲ ಅಧ್ಯಕ್ಷರು ಹೇಳಿದ್ದಾರೆ. [713,2059,969,2129]
villages-story [912,711,1507,1356]
brand-main: ಸಂಗಮ [163,91,315,163]
story-body: ಕಾಂಗ್ರೆಸ್ ಸರ್ಕಾರ ಹಿಂದೂ ವಿರೋಧಿ ಧೋರಣೆಗಳನ್ನು ಅನುಸರಿಸುತ್ತಿದೆ. ಹಿಂದೂ ಕಾರ್ಯಕರ್ತರ ಮೇಲೆ ಸುಳ್ಳು ಪ್ರಕರಣ ದಾಖಲಿಸುವುದನ್ನು ಕೈಬಿಡಬೇಕು ಎಂದು ಆಗ್ರಹಿಸಲಾಯಿತು. [52,1780,290,1820]
honour-photo [313,1454,700,1669]
villages-headline: 81 ಗ್ರಾಮಗಳ ದಲಿತ ಕಾಲನಿಗಳಲ್ಲಿ ಸಂಕ್ರಾಂತಿ [978,750,1438,788]
lead-body: ಮಂದಿ ಕನಿಷ್ಠ ವೇತನ ನೌಕರರ ವೇತನ ಪಾವತಿಗೆ ಕೆಲ ತಾಂತ್ರಿಕ ಸಮಸ್ಯೆಯಿದ್ದು ಅದನ್ನು ಪರಿಹರಿಸಿ ಆದಷ್ಟು ಬೇಗ ವೇತನ ಪಾವತಿಸಲಾಗುವುದು ಎಂದು ಅವರು ಭರವಸೆ ನೀಡಿದರು. ಆದರೆ ಲಿಖಿತ ಭರವಸೆ ನೀಡುವವರೆಗೆ ಧರಣಿ ಮುಂದುವರಿಸುವುದಾಗಿ ನೌಕರರು ಪಟ್ಟುಹಿಡಿದರು. ನಂತರ ಚೆಕ್ ವಿತರಣೆ ಮಾಡಲಾಯಿತು. [799,525,1029,595]
